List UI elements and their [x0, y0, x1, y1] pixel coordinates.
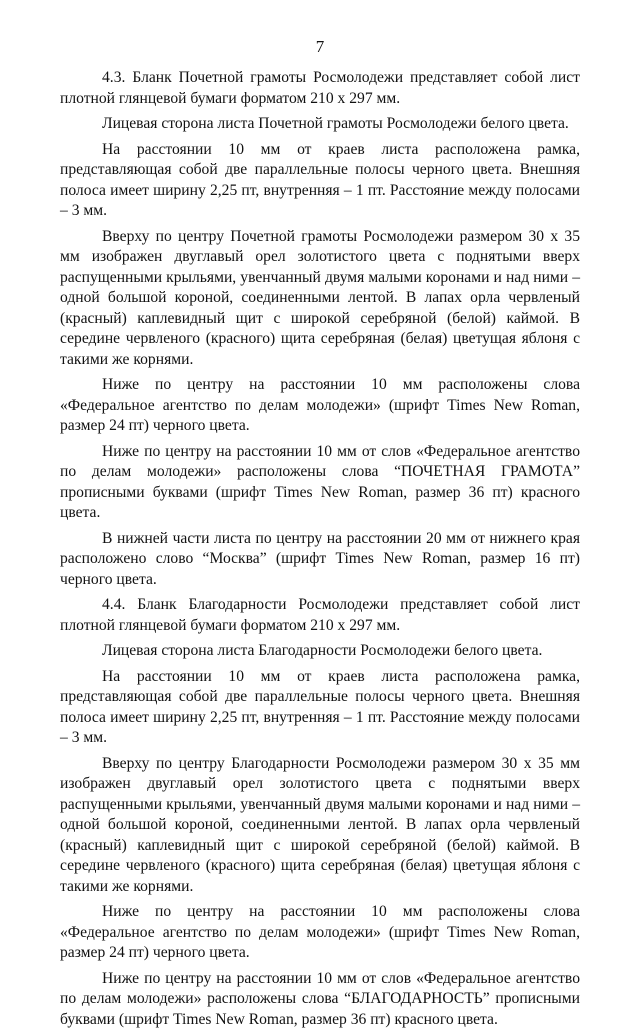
paragraph: Лицевая сторона листа Благодарности Росмолодежи белого цвета. — [102, 642, 543, 659]
paragraph: На расстоянии 10 мм от краев листа расположена рамка, представляющая собой две параллельные полосы черного цвета. Внешняя полоса имеет ширину 2,25 пт, внутренняя – 1 пт. Расстояние между полосами – 3 мм. — [60, 667, 580, 746]
paragraph: На расстоянии 10 мм от краев листа расположена рамка, представляющая собой две параллельные полосы черного цвета. Внешняя полоса имеет ширину 2,25 пт, внутренняя – 1 пт. Расстояние между полосами – 3 мм. — [60, 140, 580, 219]
paragraph: Вверху по центру Благодарности Росмолодежи размером 30 х 35 мм изображен двуглавый орел золотистого цвета с поднятыми вверх распущенными крыльями, увенчанный двумя малыми коронами и над ними – одной большой короной, соединенными лентой. В лапах орла червленый (красный) каплевидный щит с широкой серебряной (белой) каймой. В середине червленого (красного) щита серебряная (белая) цветущая яблоня с такими же корнями. — [60, 754, 580, 895]
paragraph: Ниже по центру на расстоянии 10 мм расположены слова «Федеральное агентство по делам молодежи» (шрифт Times New Roman, размер 24 пт) черного цвета. — [60, 903, 580, 961]
paragraph: Ниже по центру на расстоянии 10 мм расположены слова «Федеральное агентство по делам молодежи» (шрифт Times New Roman, размер 24 пт) черного цвета. — [60, 376, 580, 434]
document-body — [60, 68, 580, 1035]
page-number: 7 — [315, 37, 325, 56]
paragraph: Вверху по центру Почетной грамоты Росмолодежи размером 30 х 35 мм изображен двуглавый орел золотистого цвета с поднятыми вверх распущенными крыльями, увенчанный двумя малыми коронами и над ними – одной большой короной, соединенными лентой. В лапах орла червленый (красный) каплевидный щит с широкой серебряной (белой) каймой. В середине червленого (красного) щита серебряная (белая) цветущая яблоня с такими же корнями. — [60, 227, 580, 368]
paragraph: Ниже по центру на расстоянии 10 мм от слов «Федеральное агентство по делам молодежи» расположены слова “БЛАГОДАРНОСТЬ” прописными буквами (шрифт Times New Roman, размер 36 пт) красного цвета. — [60, 969, 580, 1028]
paragraph-4-4: 4.4. Бланк Благодарности Росмолодежи представляет собой лист плотной глянцевой бумаги форматом 210 х 297 мм. — [60, 596, 580, 634]
paragraph-4-3: 4.3. Бланк Почетной грамоты Росмолодежи представляет собой лист плотной глянцевой бумаги форматом 210 х 297 мм. — [60, 69, 580, 107]
paragraph: В нижней части листа по центру на расстоянии 20 мм от нижнего края расположено слово “Москва” (шрифт Times New Roman, размер 16 пт) черного цвета. — [60, 529, 580, 588]
paragraph: Ниже по центру на расстоянии 10 мм от слов «Федеральное агентство по делам молодежи» расположены слова “ПОЧЕТНАЯ ГРАМОТА” прописными буквами (шрифт Times New Roman, размер 36 пт) красного цвета. — [60, 442, 580, 521]
paragraph: Лицевая сторона листа Почетной грамоты Росмолодежи белого цвета. — [102, 115, 569, 132]
